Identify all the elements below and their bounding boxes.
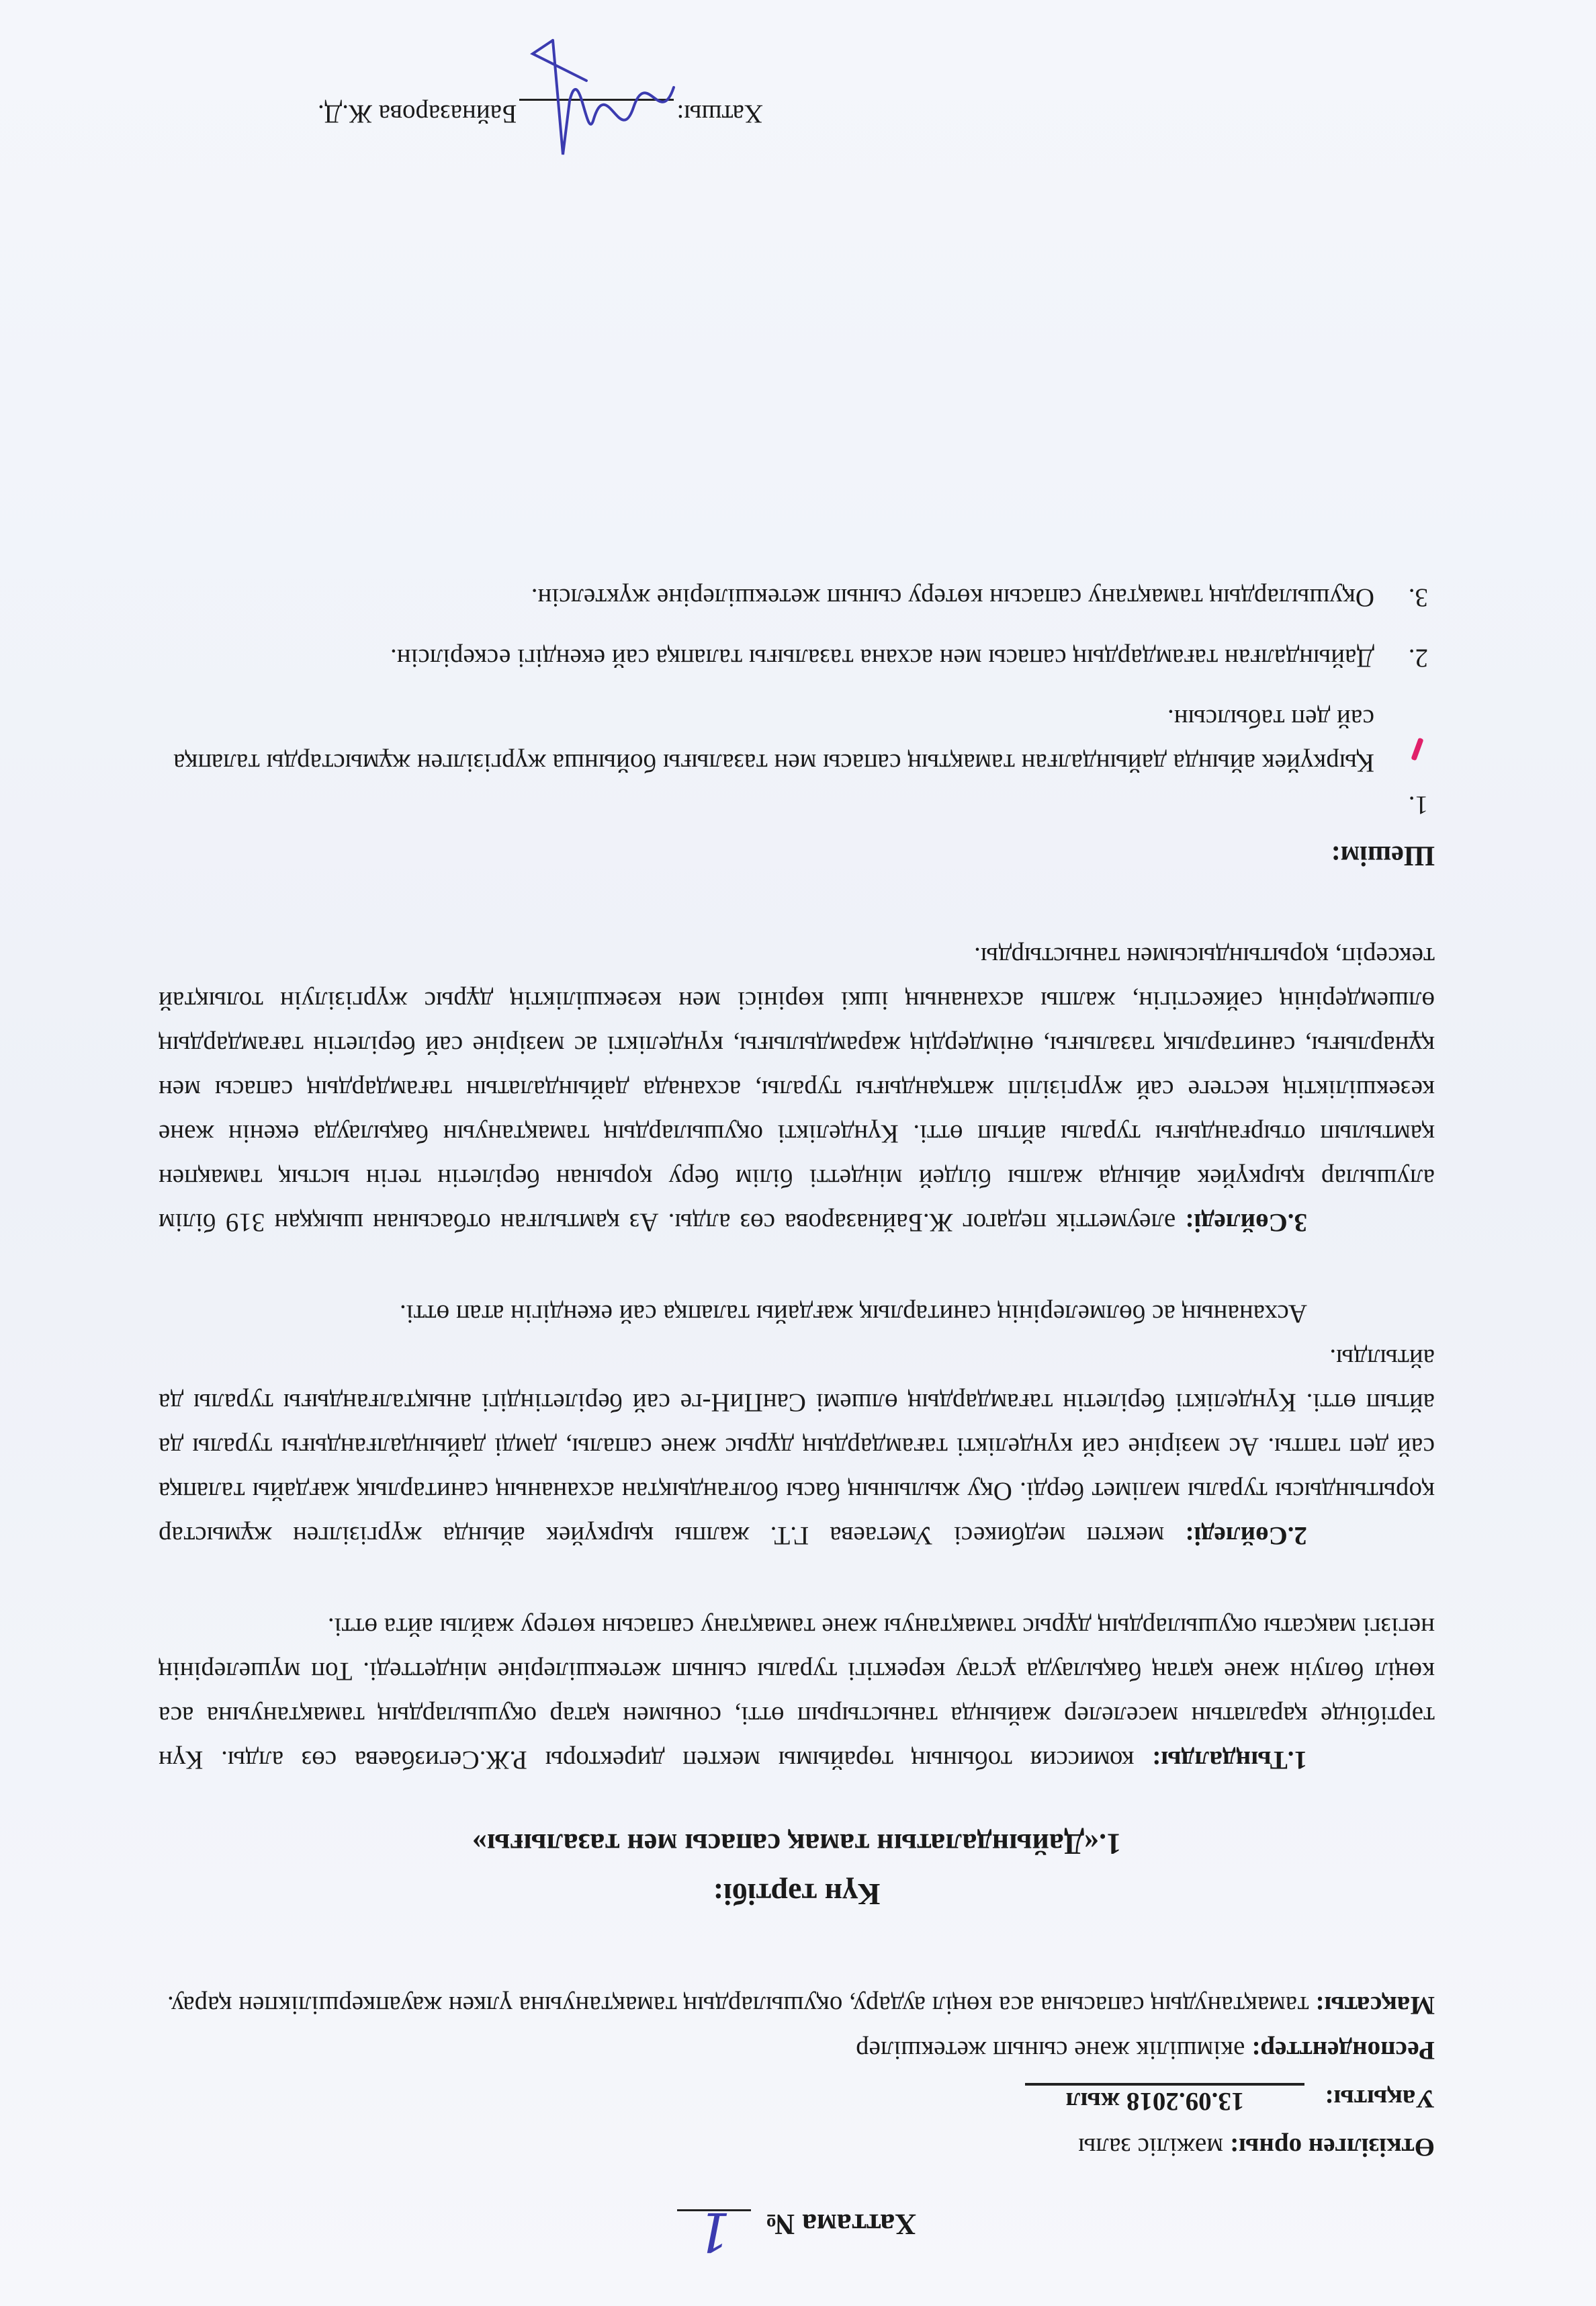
secretary-label: Хатшы:: [676, 99, 763, 128]
decision-number: 2.: [1408, 644, 1428, 673]
decision-item: [159, 575, 1435, 620]
section-text: әлеуметтік педагог Ж.Байназарова сөз алды. Аз қамтылған отбасынан шыққан 319 білім алушылар қыркүйек айында жалпы білдей міндетті білім беру қорынан берілетін тегін ыстық тамақпен қамтылып отырғандығы туралы айтып өтті. Күнделікті оқушылардың тамақтануын бақылауда екенін және кезекшіліктің кестеге сай жүргізіліп жатқандығы туралы, асханада дайындалатын тағамдардың сапасы мен құнарлығы, санитарлық тазалығы, өнімдердің жарамдылығы, күнделікті ас мәзіріне сай берілетін тағамдардың өлшемдерінің сәйкестігін, жалпы асхананың ішкі көрінісі мен кезекшіліктің дұрыс жүргізілуін толықтай тексеріп, қорытындысымен таныстырды.: [159, 942, 1435, 1237]
section-listened: [159, 1605, 1435, 1782]
respondents-value: әкімшілік және сынып жетекшілер: [856, 2036, 1245, 2065]
section-spoke-pedagogue: [159, 934, 1435, 1244]
meta-place: [159, 2123, 1435, 2172]
protocol-number-field: [677, 2201, 751, 2263]
decision-heading: Шешім:: [1331, 840, 1435, 871]
decision-text: Дайындалған тағамдардың сапасы мен асхана тазалығы талапқа сай екендігі ескерілсін.: [390, 644, 1374, 673]
purpose-value: тамақтанудың сапасына аса көңіл аудару, оқушылардың тамақтануына үлкен жауапкершілікпен қарау.: [167, 1991, 1309, 2020]
place-label: Өткізілген орны:: [1229, 2133, 1435, 2162]
time-value: 13.09.2018 жыл: [1026, 2084, 1305, 2115]
protocol-title: [159, 2172, 1435, 2263]
respondents-label: Респонденттер:: [1251, 2036, 1435, 2065]
document-body: [158, 575, 1435, 2263]
decision-text: Қыркүйек айында дайындалған тамақтың сапасы мен тазалығы бойынша жүргізілген жұмыстарды талапқа сай деп табылсын.: [173, 704, 1374, 777]
decision-text: Оқушылардың тамақтану сапасын көтеру сынып жетекшілеріне жүктелсін.: [531, 583, 1374, 612]
section-spoke-nurse: [159, 1336, 1435, 1557]
section-label: 3.Сөйледі:: [1185, 1208, 1307, 1237]
decision-number: 1.: [1408, 791, 1428, 820]
purpose-label: Мақсаты:: [1315, 1991, 1435, 2020]
place-value: мәжіліс залы: [1078, 2133, 1223, 2162]
handwritten-signature-icon: [513, 34, 687, 168]
section-text: мектеп медбикесі Уметаева Г.Т. жалпы қыркүйек айында жүргізілген жұмыстар қорытындысы туралы мәлімет берді. Оқу жылының басы болғандықтан асхананың санитарлық жағдайы талапқа сай деп тапты. Ас мәзіріне сай күнделікті тағамдардың дұрыс және сапалы, дәмді дайындалғандығы туралы да айтып өтті. Күнделікті берілетін тағамдардың өлшемі СанПиН-ге сай берілетіндігі анықталғандығы туралы да айтылды.: [158, 1344, 1435, 1550]
signature-block: [318, 99, 763, 129]
decision-item: [159, 636, 1435, 680]
handwritten-number: 1: [696, 2201, 731, 2263]
section-label: 1.Тыңдалды:: [1152, 1746, 1307, 1775]
decision-item: [159, 696, 1435, 825]
section-spoke-nurse-followup: Асхананың ас бөлмелерінің санитарлық жағдайы талапқа сай екендігін атап өтті.: [399, 1299, 1307, 1328]
time-label: Уақыты:: [1325, 2084, 1435, 2114]
title-text: Хаттама №: [764, 2208, 917, 2241]
meta-time: [159, 2075, 1435, 2123]
agenda-item: 1.«Дайындалатын тамақ сапасы мен тазалығы»: [472, 1828, 1122, 1861]
meta-purpose: [159, 1983, 1435, 2026]
meta-block: [159, 1983, 1435, 2172]
agenda-heading: Күн тәртібі:: [713, 1877, 881, 1912]
secretary-name: Байназарова Ж.Д.: [317, 99, 517, 128]
section-label: 2.Сөйледі:: [1185, 1521, 1307, 1550]
section-text: комиссия тобының төрайымы мектеп директоры Р.Ж.Сегизбаева сөз алды. Күн тәртібінде қаралатын мәселелер жайында таныстырып өтті, сонымен қатар оқушылардың тамақтануына аса көңіл бөлуін және қатаң бақылауда ұстау керектігі туралы сынып жетекшілеріне міндеттеді. Топ мүшелерінің негізгі мақсаты оқушылардың дұрыс тамақтануы және тамақтану сапасын көтеру жайлы айта өтті.: [158, 1613, 1435, 1775]
signature-line: [519, 99, 674, 128]
pink-pen-mark: [1411, 738, 1423, 761]
meta-respondents: [159, 2026, 1435, 2075]
decision-number: 3.: [1408, 583, 1428, 612]
